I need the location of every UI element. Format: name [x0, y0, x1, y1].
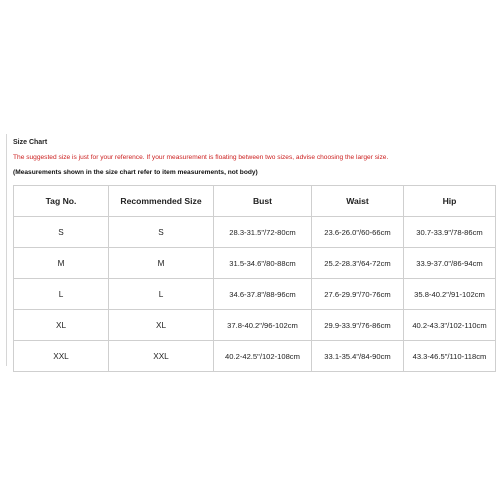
cell-tag: M: [14, 248, 109, 279]
cell-hip: 35.8-40.2"/91-102cm: [404, 279, 496, 310]
cell-hip: 43.3-46.5"/110-118cm: [404, 341, 496, 372]
cell-waist: 25.2-28.3"/64-72cm: [312, 248, 404, 279]
header-recommended-size: Recommended Size: [109, 186, 214, 217]
table-row: [14, 248, 496, 279]
cell-hip: 33.9-37.0"/86-94cm: [404, 248, 496, 279]
size-chart-panel: [6, 134, 495, 366]
table-row: [14, 217, 496, 248]
measurement-note: (Measurements shown in the size chart refer to item measurements, not body): [13, 169, 258, 176]
cell-bust: 34.6-37.8"/88-96cm: [214, 279, 312, 310]
header-tag-no: Tag No.: [14, 186, 109, 217]
cell-hip: 40.2-43.3"/102-110cm: [404, 310, 496, 341]
cell-bust: 28.3-31.5"/72-80cm: [214, 217, 312, 248]
cell-bust: 31.5-34.6"/80-88cm: [214, 248, 312, 279]
cell-tag: S: [14, 217, 109, 248]
cell-waist: 33.1-35.4"/84-90cm: [312, 341, 404, 372]
table-row: [14, 279, 496, 310]
cell-recommended: XXL: [109, 341, 214, 372]
cell-recommended: M: [109, 248, 214, 279]
cell-waist: 23.6-26.0"/60-66cm: [312, 217, 404, 248]
cell-bust: 40.2-42.5"/102-108cm: [214, 341, 312, 372]
cell-bust: 37.8-40.2"/96-102cm: [214, 310, 312, 341]
table-row: [14, 341, 496, 372]
header-waist: Waist: [312, 186, 404, 217]
cell-waist: 27.6-29.9"/70-76cm: [312, 279, 404, 310]
cell-hip: 30.7-33.9"/78-86cm: [404, 217, 496, 248]
table-header-row: [14, 186, 496, 217]
cell-tag: XXL: [14, 341, 109, 372]
cell-recommended: S: [109, 217, 214, 248]
cell-recommended: XL: [109, 310, 214, 341]
cell-recommended: L: [109, 279, 214, 310]
header-hip: Hip: [404, 186, 496, 217]
size-table: [13, 185, 496, 372]
size-chart-title: Size Chart: [13, 139, 48, 146]
cell-tag: L: [14, 279, 109, 310]
size-advice-note: The suggested size is just for your reference. If your measurement is floating between two sizes, advise choosing the larger size.: [13, 154, 389, 161]
cell-waist: 29.9-33.9"/76-86cm: [312, 310, 404, 341]
cell-tag: XL: [14, 310, 109, 341]
header-bust: Bust: [214, 186, 312, 217]
table-row: [14, 310, 496, 341]
